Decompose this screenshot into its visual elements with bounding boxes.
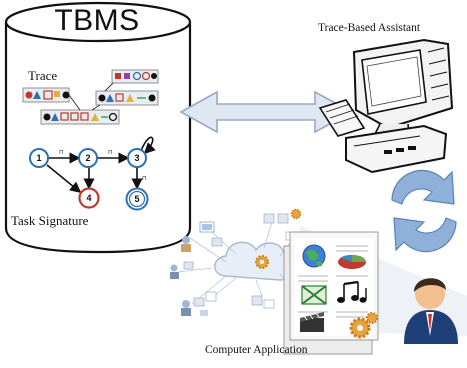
mail-icon	[302, 286, 326, 304]
svg-text:4: 4	[86, 193, 92, 203]
svg-text:5: 5	[134, 194, 140, 204]
svg-text:⊓: ⊓	[142, 176, 147, 182]
svg-text:⊓: ⊓	[108, 150, 113, 156]
trace-sequence-4	[41, 110, 119, 124]
svg-text:⊓: ⊓	[59, 150, 64, 156]
svg-text:3: 3	[134, 153, 140, 163]
svg-text:2: 2	[85, 153, 91, 163]
chart-icon	[338, 255, 366, 269]
trace-sequence-2	[112, 70, 158, 83]
svg-text:1: 1	[36, 153, 42, 163]
tbms-title: TBMS	[54, 4, 140, 37]
globe-icon	[303, 245, 325, 267]
computer-application-label: Computer Application	[205, 344, 308, 356]
assistant-label: Trace-Based Assistant	[318, 22, 421, 34]
trace-sequence-3	[96, 91, 158, 105]
trace-sequence-1	[23, 88, 70, 102]
trace-label: Trace	[28, 68, 58, 83]
computer-icon	[320, 40, 452, 172]
cloud-icon	[215, 242, 294, 280]
task-signature-label: Task Signature	[11, 213, 89, 228]
refresh-cycle-icon	[392, 170, 456, 251]
